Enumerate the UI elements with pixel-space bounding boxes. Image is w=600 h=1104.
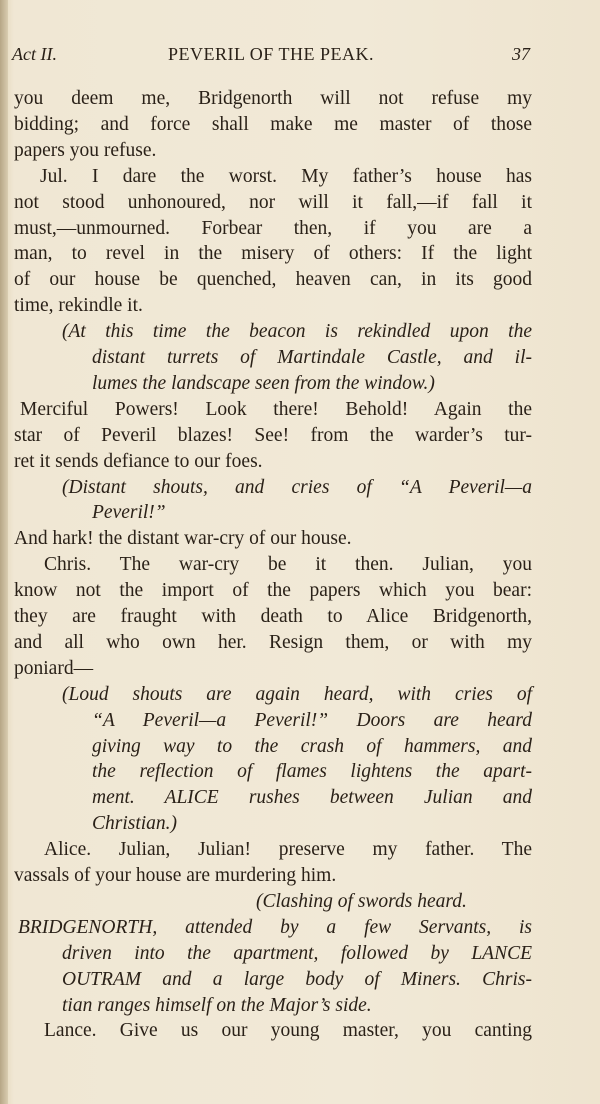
text-line: bidding; and force shall make me master of those	[14, 113, 532, 135]
text-line: of our house be quenched, heaven can, in its good	[14, 269, 532, 291]
text-line: they are fraught with death to Alice Bridgenorth,	[14, 606, 532, 627]
text-line: (Clashing of swords heard.	[256, 890, 467, 912]
text-line: lumes the landscape seen from the window.)	[92, 372, 435, 394]
text-line: driven into the apartment, followed by LANCE	[62, 942, 532, 964]
text-line: know not the import of the papers which you bear:	[14, 580, 532, 602]
text-line: time, rekindle it.	[14, 295, 143, 317]
text-line: distant turrets of Martindale Castle, and il-	[92, 347, 532, 368]
running-title: PEVERIL OF THE PEAK.	[167, 44, 374, 64]
page-gutter	[0, 0, 8, 1104]
text-line: papers you refuse.	[14, 139, 157, 161]
text-line: (At this time the beacon is rekindled upon the	[62, 321, 532, 343]
text-line: BRIDGENORTH, attended by a few Servants, is	[18, 916, 532, 938]
text-line: ment. ALICE rushes between Julian and	[92, 787, 532, 809]
text-line: Peveril!”	[92, 502, 166, 524]
text-line: and all who own her. Resign them, or with my	[14, 631, 532, 653]
text-line: (Loud shouts are again heard, with cries of	[62, 683, 532, 705]
text-line: Alice. Julian, Julian! preserve my father. The	[44, 839, 532, 861]
text-line: Chris. The war-cry be it then. Julian, you	[44, 554, 532, 576]
text-line: not stood unhonoured, nor will it fall,—if fall it	[14, 191, 532, 213]
text-line: Christian.)	[92, 813, 178, 835]
text-line: star of Peveril blazes! See! from the warder’s tur-	[14, 424, 532, 446]
text-line: “A Peveril—a Peveril!” Doors are heard	[92, 709, 532, 731]
act-label: Act II.	[12, 44, 57, 64]
text-line: man, to revel in the misery of others: If the light	[14, 243, 532, 265]
text-line: giving way to the crash of hammers, and	[92, 735, 532, 757]
text-line: tian ranges himself on the Major’s side.	[62, 994, 372, 1016]
text-line: OUTRAM and a large body of Miners. Chris-	[62, 968, 532, 990]
text-line: Lance. Give us our young master, you canting	[44, 1020, 532, 1042]
page-number: 37	[512, 44, 530, 64]
text-line: And hark! the distant war-cry of our house.	[14, 528, 352, 550]
text-line: Merciful Powers! Look there! Behold! Again the	[20, 398, 532, 420]
text-line: must,—unmourned. Forbear then, if you are a	[14, 217, 532, 239]
text-line: ret it sends defiance to our foes.	[14, 450, 263, 472]
running-header	[12, 44, 530, 74]
text-line: poniard—	[14, 657, 94, 679]
text-line: the reflection of flames lightens the apart-	[92, 761, 532, 783]
text-line: (Distant shouts, and cries of “A Peveril—a	[62, 476, 532, 498]
text-line: vassals of your house are murdering him.	[14, 865, 337, 886]
text-line: you deem me, Bridgenorth will not refuse my	[14, 88, 532, 109]
text-line: Jul. I dare the worst. My father’s house has	[40, 165, 532, 187]
